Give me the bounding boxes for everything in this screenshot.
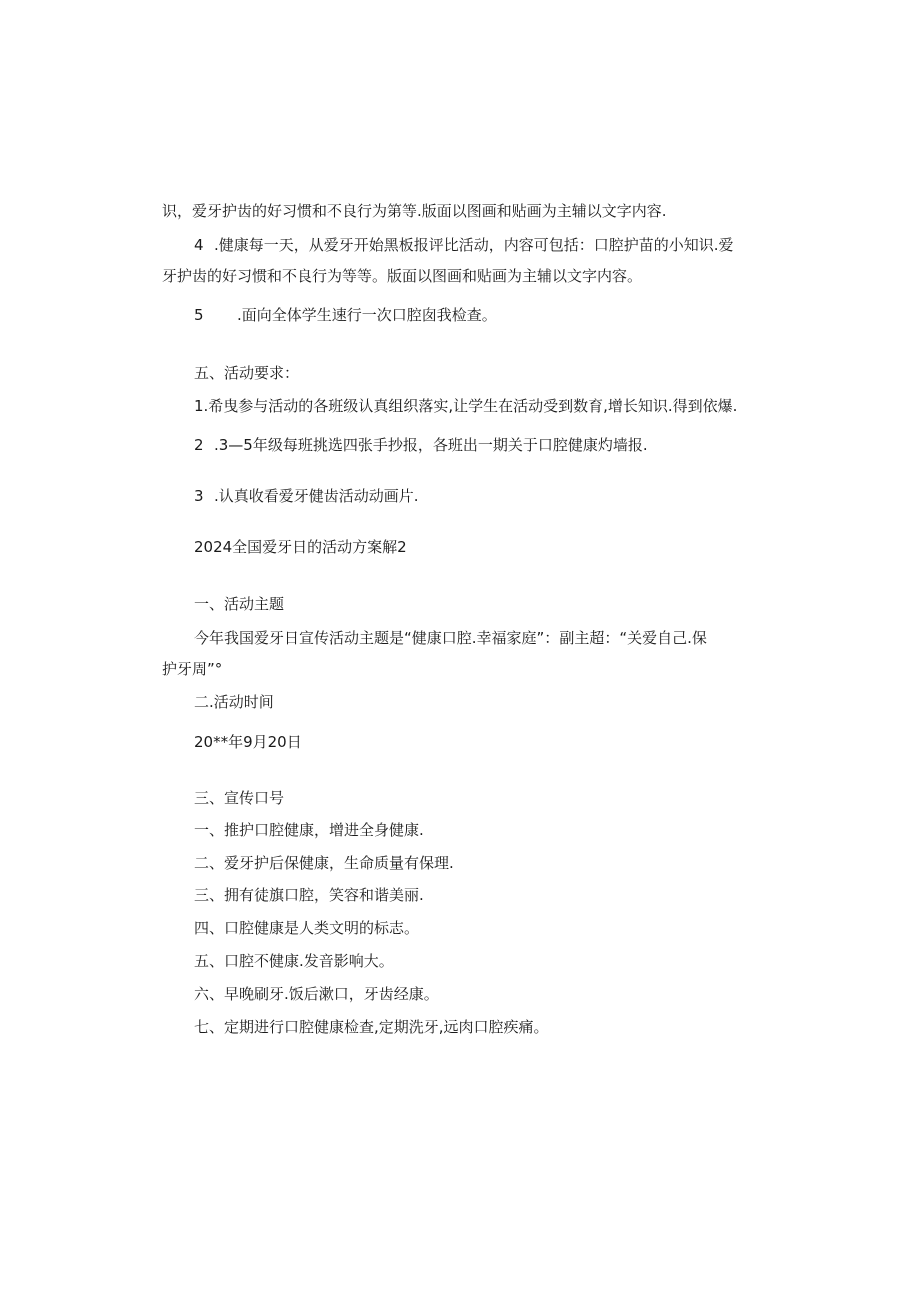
section-heading: 二.活动时间 bbox=[194, 693, 274, 711]
paragraph-line: .面向全体学生速行一次口腔囱我检查。 bbox=[237, 306, 497, 324]
document-title: 2024全国爱牙日的活动方案解2 bbox=[194, 538, 407, 556]
paragraph-line: 1.希曳参与活动的各班级认真组织落实,让学生在活动受到数育,增长知识.得到依爆. bbox=[194, 397, 738, 415]
slogan-item: 七、定期进行口腔健康检查,定期洗牙,远肉口腔疾痛。 bbox=[194, 1018, 549, 1036]
list-number: 4 bbox=[194, 236, 204, 254]
date-text: 20**年9月20日 bbox=[194, 733, 302, 751]
section-heading: 三、宣传口号 bbox=[194, 789, 285, 807]
slogan-item: 六、早晚刷牙.饭后漱口，牙齿经康。 bbox=[194, 985, 439, 1003]
list-number: 5 bbox=[194, 306, 204, 324]
list-number: 3 bbox=[194, 487, 204, 505]
section-heading: 五、活动要求： bbox=[194, 364, 300, 382]
list-number: 2 bbox=[194, 436, 204, 454]
section-heading: 一、活动主题 bbox=[194, 595, 285, 613]
paragraph-line: 识，爱牙护齿的好习惯和不良行为第等.版面以图画和贴画为主辅以文字内容. bbox=[162, 202, 667, 220]
slogan-item: 三、拥有徒旗口腔，笑容和谐美丽. bbox=[194, 886, 424, 904]
paragraph-line: 今年我国爱牙日宣传活动主题是“健康口腔.幸福家庭”：副主超：“关爱自己.保 bbox=[194, 629, 707, 647]
slogan-item: 一、推护口腔健康，增进全身健康. bbox=[194, 821, 424, 839]
paragraph-line: 护牙周”° bbox=[162, 660, 223, 678]
slogan-item: 五、口腔不健康.发音影响大。 bbox=[194, 952, 394, 970]
slogan-item: 四、口腔健康是人类文明的标志。 bbox=[194, 919, 420, 937]
paragraph-line: 牙护齿的好习惯和不良行为等等。版面以图画和贴画为主辅以文字内容。 bbox=[162, 267, 643, 285]
paragraph-line: .健康每一天，从爱牙开始黑板报评比活动，内容可包括：口腔护苗的小知识.爱 bbox=[214, 236, 734, 254]
paragraph-line: .3—5年级每班挑选四张手抄报，各班出一期关于口腔健康灼墙报. bbox=[214, 436, 648, 454]
paragraph-line: .认真收看爱牙健齿活动动画片. bbox=[214, 487, 419, 505]
slogan-item: 二、爱牙护后保健康，生命质量有保理. bbox=[194, 854, 454, 872]
